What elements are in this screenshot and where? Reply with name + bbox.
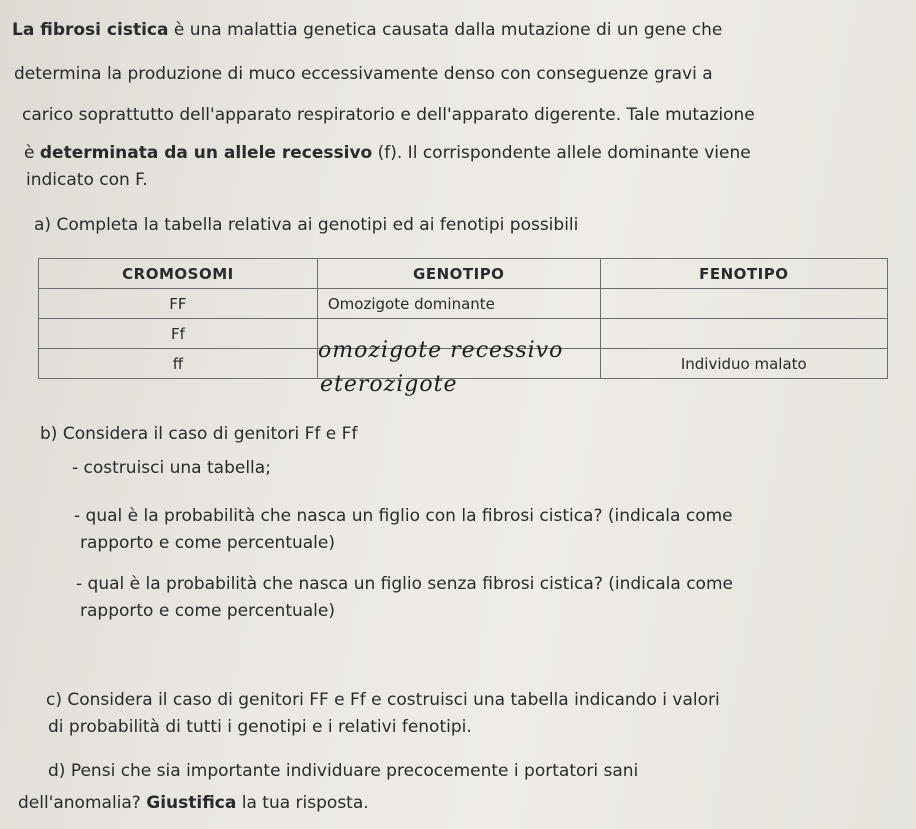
header-fenotipo: FENOTIPO <box>600 259 887 289</box>
table-header-row <box>39 259 888 289</box>
header-cromosomi: CROMOSOMI <box>39 259 318 289</box>
cell-fenotipo <box>600 289 887 319</box>
question-b-item: rapporto e come percentuale) <box>80 601 335 621</box>
question-b-item: rapporto e come percentuale) <box>80 533 335 553</box>
question-d-line-1: d) Pensi che sia importante individuare precocemente i portatori sani <box>48 761 639 781</box>
handwritten-answer: omozigote recessivo <box>318 338 564 363</box>
intro-bold-recessive: determinata da un allele recessivo <box>39 143 373 163</box>
intro-line-1-text: è una malattia genetica causata dalla mutazione di un gene che <box>168 20 723 40</box>
intro-line-3: carico soprattutto dell'apparato respiratorio e dell'apparato digerente. Tale mutazione <box>22 105 755 125</box>
question-b-item: - qual è la probabilità che nasca un figlio senza fibrosi cistica? (indicala come <box>76 574 733 594</box>
question-b-title: b) Considera il caso di genitori Ff e Ff <box>40 424 358 444</box>
table-row <box>39 289 888 319</box>
question-d-bold: Giustifica <box>146 793 237 813</box>
cell-cromosomi: ff <box>39 349 318 379</box>
handwritten-answer: eterozigote <box>320 372 458 397</box>
cell-genotipo: Omozigote dominante <box>317 289 600 319</box>
cell-fenotipo: Individuo malato <box>600 349 887 379</box>
intro-line-4-rest: (f). Il corrispondente allele dominante viene <box>372 143 751 163</box>
question-d-line-2 <box>18 793 369 813</box>
intro-line-4 <box>24 143 751 163</box>
question-d-line-2-rest: la tua risposta. <box>236 793 369 813</box>
question-a: a) Completa la tabella relativa ai genotipi ed ai fenotipi possibili <box>34 215 579 235</box>
header-genotipo: GENOTIPO <box>317 259 600 289</box>
question-d-line-2-pre: dell'anomalia? <box>18 793 147 813</box>
intro-line-2: determina la produzione di muco eccessivamente denso con conseguenze gravi a <box>14 64 713 84</box>
question-c-line-2: di probabilità di tutti i genotipi e i relativi fenotipi. <box>48 717 472 737</box>
question-c-line-1: c) Considera il caso di genitori FF e Ff e costruisci una tabella indicando i valori <box>46 690 720 710</box>
intro-line-1 <box>12 20 722 40</box>
question-b-item: - qual è la probabilità che nasca un figlio con la fibrosi cistica? (indicala come <box>74 506 733 526</box>
question-b-item: - costruisci una tabella; <box>72 458 271 478</box>
intro-line-4-pre: è <box>24 143 40 163</box>
cell-cromosomi: Ff <box>39 319 318 349</box>
intro-line-5: indicato con F. <box>26 170 148 190</box>
intro-bold-term: La fibrosi cistica <box>12 20 169 40</box>
cell-fenotipo <box>600 319 887 349</box>
cell-cromosomi: FF <box>39 289 318 319</box>
